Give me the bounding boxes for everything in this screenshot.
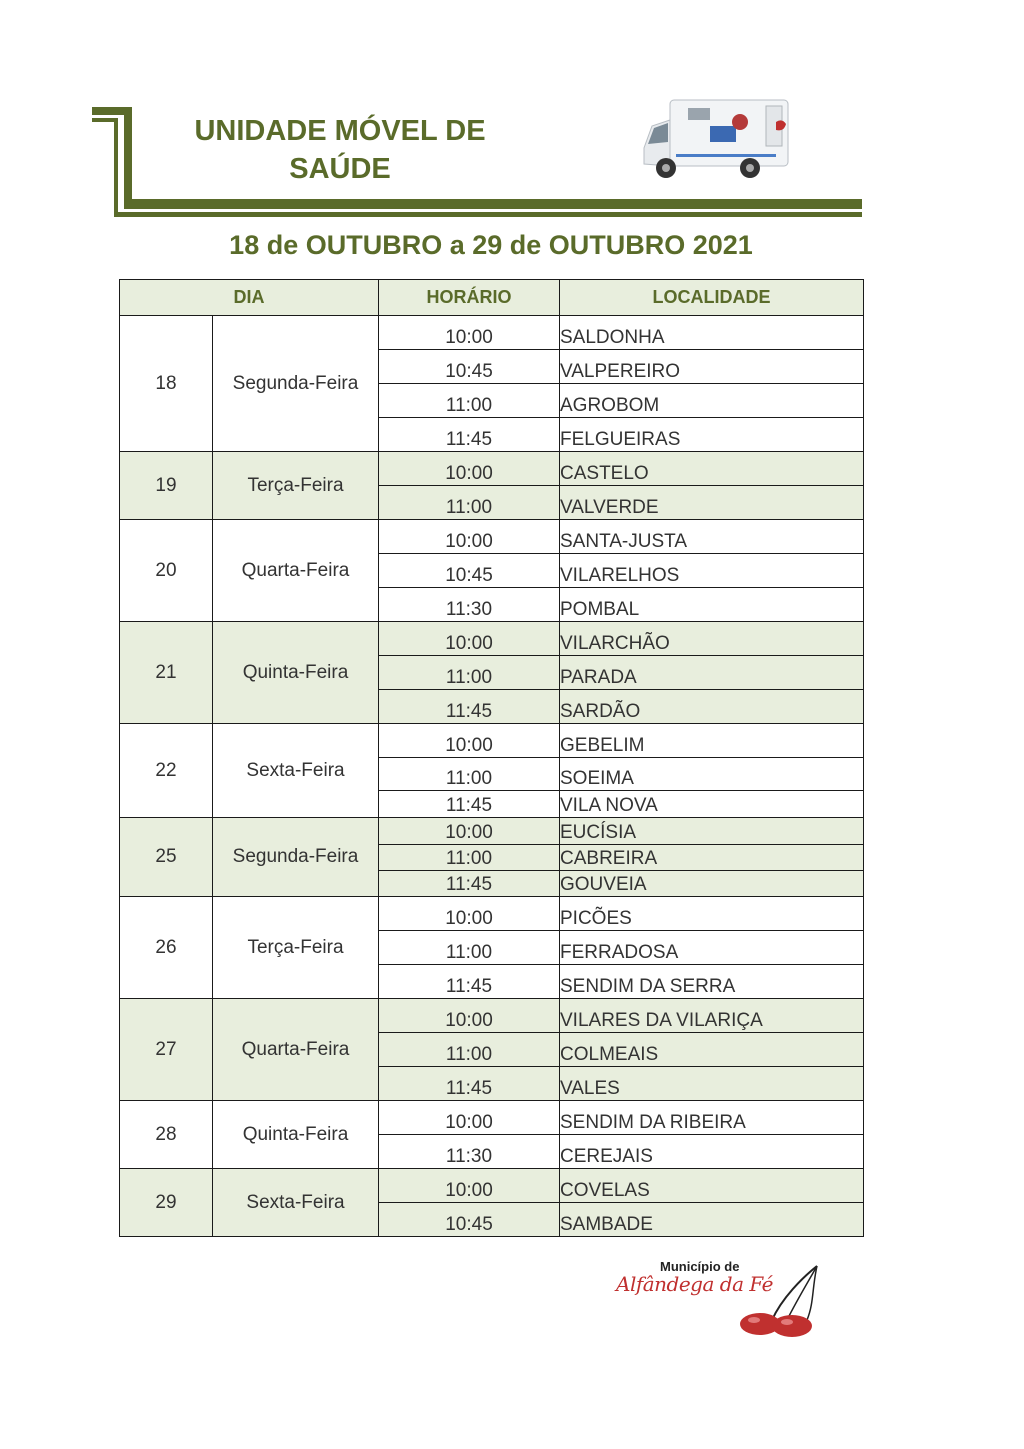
stop-locality: VILARELHOS	[560, 554, 864, 588]
stop-time: 10:00	[379, 818, 560, 845]
stop-locality: FERRADOSA	[560, 931, 864, 965]
header-frame-line	[114, 212, 862, 217]
stop-time: 10:45	[379, 554, 560, 588]
stop-time: 10:00	[379, 316, 560, 350]
stop-time: 10:45	[379, 1203, 560, 1237]
stop-time: 11:00	[379, 656, 560, 690]
day-number: 25	[120, 818, 213, 897]
weekday-name: Terça-Feira	[213, 452, 379, 520]
table-row	[120, 520, 864, 554]
title-line-2: SAÚDE	[289, 153, 391, 185]
logo-wordmark: Alfândega da Fé	[616, 1272, 773, 1296]
weekday-name: Quarta-Feira	[213, 520, 379, 622]
stop-locality: SENDIM DA SERRA	[560, 965, 864, 999]
weekday-name: Segunda-Feira	[213, 316, 379, 452]
stop-locality: POMBAL	[560, 588, 864, 622]
day-number: 27	[120, 999, 213, 1101]
stop-locality: AGROBOM	[560, 384, 864, 418]
stop-time: 11:00	[379, 758, 560, 791]
stop-locality: EUCÍSIA	[560, 818, 864, 845]
header-place: LOCALIDADE	[560, 280, 864, 316]
weekday-name: Quinta-Feira	[213, 622, 379, 724]
stop-time: 11:30	[379, 588, 560, 622]
stop-locality: GEBELIM	[560, 724, 864, 758]
weekday-name: Sexta-Feira	[213, 724, 379, 818]
stop-time: 11:00	[379, 931, 560, 965]
stop-locality: PICÕES	[560, 897, 864, 931]
stop-time: 11:00	[379, 384, 560, 418]
stop-time: 10:00	[379, 622, 560, 656]
stop-locality: CEREJAIS	[560, 1135, 864, 1169]
schedule-table	[119, 279, 864, 1237]
stop-locality: COLMEAIS	[560, 1033, 864, 1067]
stop-time: 10:00	[379, 1169, 560, 1203]
day-number: 20	[120, 520, 213, 622]
stop-locality: VALVERDE	[560, 486, 864, 520]
table-row	[120, 622, 864, 656]
table-row	[120, 818, 864, 845]
stop-time: 10:00	[379, 1101, 560, 1135]
stop-time: 10:00	[379, 999, 560, 1033]
table-row	[120, 999, 864, 1033]
stop-time: 10:00	[379, 897, 560, 931]
table-row	[120, 1101, 864, 1135]
stop-time: 11:45	[379, 418, 560, 452]
stop-time: 11:00	[379, 1033, 560, 1067]
header-frame-line	[114, 118, 118, 216]
table-row	[120, 452, 864, 486]
schedule-body	[120, 316, 864, 1237]
stop-locality: VILA NOVA	[560, 791, 864, 818]
stop-locality: SAMBADE	[560, 1203, 864, 1237]
stop-locality: FELGUEIRAS	[560, 418, 864, 452]
stop-locality: VILARES DA VILARIÇA	[560, 999, 864, 1033]
stop-time: 11:30	[379, 1135, 560, 1169]
stop-locality: VALPEREIRO	[560, 350, 864, 384]
stop-locality: SANTA-JUSTA	[560, 520, 864, 554]
day-number: 29	[120, 1169, 213, 1237]
stop-locality: CABREIRA	[560, 845, 864, 871]
stop-time: 11:45	[379, 1067, 560, 1101]
stop-time: 11:00	[379, 845, 560, 871]
day-number: 18	[120, 316, 213, 452]
table-header-row	[120, 280, 864, 316]
header-frame-line	[124, 107, 132, 203]
stop-time: 11:45	[379, 965, 560, 999]
stop-time: 11:45	[379, 871, 560, 897]
table-row	[120, 316, 864, 350]
table-row	[120, 897, 864, 931]
stop-time: 10:00	[379, 724, 560, 758]
day-number: 28	[120, 1101, 213, 1169]
day-number: 22	[120, 724, 213, 818]
weekday-name: Sexta-Feira	[213, 1169, 379, 1237]
header-day: DIA	[120, 280, 379, 316]
ambulance-illustration	[640, 92, 792, 184]
header-frame-line	[124, 199, 862, 209]
stop-locality: COVELAS	[560, 1169, 864, 1203]
day-number: 21	[120, 622, 213, 724]
stop-time: 10:45	[379, 350, 560, 384]
weekday-name: Terça-Feira	[213, 897, 379, 999]
stop-time: 11:45	[379, 791, 560, 818]
weekday-name: Quinta-Feira	[213, 1101, 379, 1169]
day-number: 19	[120, 452, 213, 520]
stop-locality: SOEIMA	[560, 758, 864, 791]
stop-locality: SENDIM DA RIBEIRA	[560, 1101, 864, 1135]
stop-locality: CASTELO	[560, 452, 864, 486]
stop-locality: VALES	[560, 1067, 864, 1101]
title-line-1: UNIDADE MÓVEL DE	[194, 115, 486, 147]
stop-locality: GOUVEIA	[560, 871, 864, 897]
schedule-period: 18 de OUTUBRO a 29 de OUTUBRO 2021	[229, 230, 753, 260]
weekday-name: Quarta-Feira	[213, 999, 379, 1101]
stop-locality: SARDÃO	[560, 690, 864, 724]
weekday-name: Segunda-Feira	[213, 818, 379, 897]
page-title	[150, 112, 530, 188]
stop-locality: VILARCHÃO	[560, 622, 864, 656]
logo-caption: Município de	[660, 1259, 740, 1274]
table-row	[120, 724, 864, 758]
stop-time: 10:00	[379, 452, 560, 486]
stop-time: 11:45	[379, 690, 560, 724]
stop-time: 11:00	[379, 486, 560, 520]
stop-time: 10:00	[379, 520, 560, 554]
day-number: 26	[120, 897, 213, 999]
header-frame-line	[92, 118, 118, 122]
header-time: HORÁRIO	[379, 280, 560, 316]
table-row	[120, 1169, 864, 1203]
stop-locality: SALDONHA	[560, 316, 864, 350]
stop-locality: PARADA	[560, 656, 864, 690]
